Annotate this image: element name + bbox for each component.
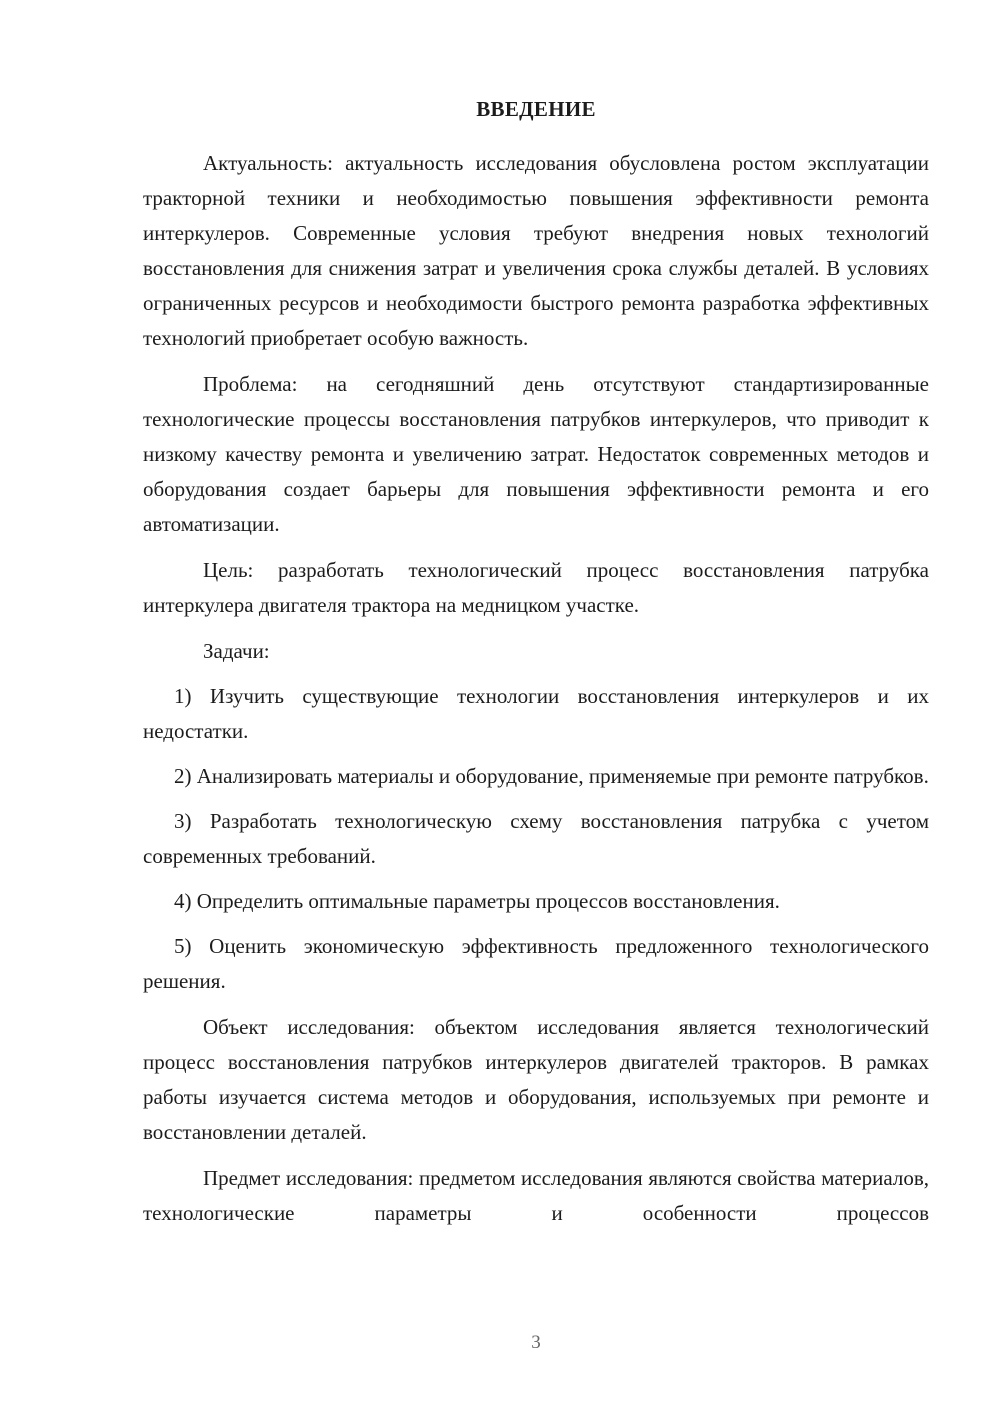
object-paragraph: Объект исследования: объектом исследования является технологический процесс восстановления патрубков интеркулеров двигателей тракторов. В рамках работы изучается система методов и оборудования, используемых при ремонте и восстановлении деталей. — [143, 1015, 929, 1144]
page-title: ВВЕДЕНИЕ — [476, 97, 596, 121]
subject-paragraph: Предмет исследования: предметом исследования являются свойства материалов, технологические параметры и особенности процессов — [143, 1166, 929, 1225]
document-page — [143, 92, 929, 1231]
goal-paragraph: Цель: разработать технологический процесс восстановления патрубка интеркулера двигателя трактора на медницком участке. — [143, 558, 929, 617]
task-item-3: 3) Разработать технологическую схему восстановления патрубка с учетом современных требований. — [143, 809, 929, 868]
task-item-4: 4) Определить оптимальные параметры процессов восстановления. — [174, 889, 780, 913]
task-item-2: 2) Анализировать материалы и оборудование, применяемые при ремонте патрубков. — [174, 764, 929, 788]
problem-paragraph: Проблема: на сегодняшний день отсутствуют стандартизированные технологические процессы восстановления патрубков интеркулеров, что приводит к низкому качеству ремонта и увеличению затрат. Недостаток современных методов и оборудования создает барьеры для повышения эффективности ремонта и его автоматизации. — [143, 372, 929, 536]
relevance-paragraph: Актуальность: актуальность исследования обусловлена ростом эксплуатации тракторной техники и необходимостью повышения эффективности ремонта интеркулеров. Современные условия требуют внедрения новых технологий восстановления для снижения затрат и увеличения срока службы деталей. В условиях ограниченных ресурсов и необходимости быстрого ремонта разработка эффективных технологий приобретает особую важность. — [143, 151, 929, 350]
page-number: 3 — [531, 1332, 541, 1353]
tasks-heading: Задачи: — [203, 639, 270, 663]
task-item-5: 5) Оценить экономическую эффективность предложенного технологического решения. — [143, 934, 929, 993]
task-item-1: 1) Изучить существующие технологии восстановления интеркулеров и их недостатки. — [143, 684, 929, 743]
